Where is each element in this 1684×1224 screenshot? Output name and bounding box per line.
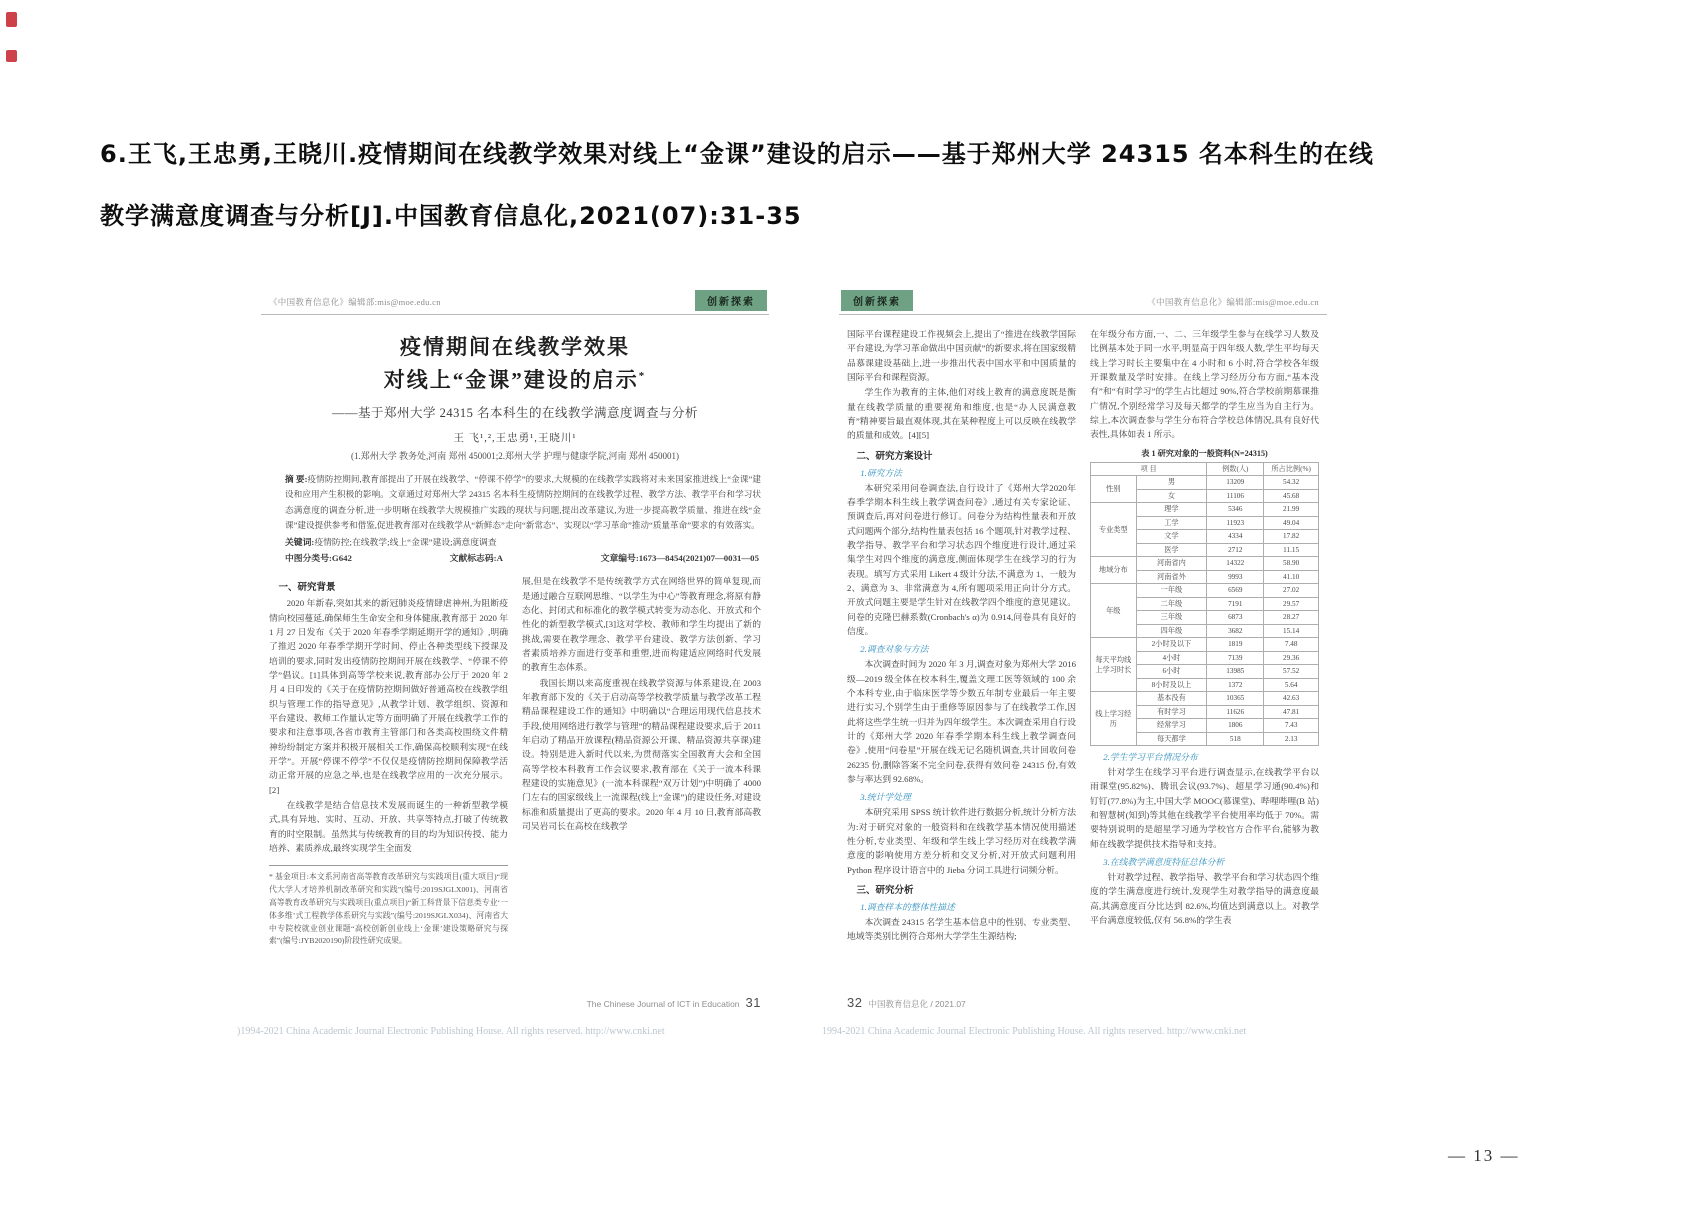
paragraph: 学生作为教育的主体,他们对线上教育的满意度既是衡量在线教学质量的重要视角和维度,也是“办人民满意教育”精神要旨最直观体现,其在某种程度上可以反映在线教学的质量和成效。[4][5] bbox=[847, 387, 1076, 441]
article-subtitle: ——基于郑州大学 24315 名本科生的在线教学满意度调查与分析 bbox=[331, 406, 698, 421]
table-cell: 一年级 bbox=[1136, 584, 1207, 598]
paragraph: 本研究采用问卷调查法,自行设计了《郑州大学2020年春季学期本科生线上教学调查问卷》,通过有关专家论证、预调查后,再对问卷进行修订。问卷分为结构性量表和开放式问题两个部分,结构性量表包括 16 个题项,针对教学过程、教学指导、教学平台和学习状态四个维度进行设计,通过采集学生对四个维度的满意度,侧面体现学生在线学习的行为表现。填写方式采用 Likert 4 级计分法,不满意为 1、一般为 2、满意为 3、非常满意为 4,所有题项采用正向计分方式。开放式问题主要是学生针对在线教学四个维度的意见建议。问卷的克隆巴赫系数(Cronbach's α)为 0.914,问卷具有良好的信度。 bbox=[847, 482, 1076, 636]
copyright-line-right: 1994-2021 China Academic Journal Electronic Publishing House. All rights reserved. http://www.cnki.net bbox=[822, 1026, 1247, 1037]
abstract-label: 摘 要: bbox=[285, 474, 308, 485]
copyright-line-left: )1994-2021 China Academic Journal Electronic Publishing House. All rights reserved. http://www.cnki.net bbox=[237, 1026, 665, 1037]
page-footer bbox=[587, 995, 761, 1010]
table-cell: 57.52 bbox=[1264, 665, 1319, 679]
table-cell: 45.68 bbox=[1264, 489, 1319, 503]
paragraph: 针对教学过程、教学指导、教学平台和学习状态四个维度的学生满意度进行统计,发现学生对教学指导的满意度最高,其满意度百分比达到 82.6%,均值达到满意以上。对教学平台满意度较低,仅有 56.8%的学生表 bbox=[1090, 872, 1319, 926]
table-category-cell: 年级 bbox=[1091, 584, 1137, 638]
table-cell: 每天都学 bbox=[1136, 732, 1207, 746]
subsection-heading: 3.在线教学满意度特征总体分析 bbox=[1103, 857, 1225, 868]
table-cell: 29.36 bbox=[1264, 651, 1319, 665]
abstract bbox=[285, 472, 761, 533]
sheet-page-number: — 13 — bbox=[1448, 1146, 1520, 1165]
red-registration-mark bbox=[6, 12, 17, 27]
journal-name-cn: 中国教育信息化 / 2021.07 bbox=[868, 999, 966, 1009]
clc-number: 中图分类号:G642 bbox=[285, 553, 352, 564]
column-2 bbox=[1090, 327, 1319, 944]
paragraph: 国际平台课程建设工作视频会上,提出了“推进在线教学国际平台建设,为学习革命做出中国贡献”的新要求,将在国家级精品慕课建设基础上,进一步推出代表中国水平和中国质量的国际平台和课程资源。 bbox=[847, 329, 1076, 382]
table-cell: 28.27 bbox=[1264, 611, 1319, 625]
table-cell: 27.02 bbox=[1264, 584, 1319, 598]
table-cell: 7.43 bbox=[1264, 719, 1319, 733]
section-badge: 创新探索 bbox=[695, 290, 767, 311]
table-cell: 10365 bbox=[1207, 692, 1264, 706]
table-cell: 518 bbox=[1207, 732, 1264, 746]
page-header bbox=[839, 268, 1327, 315]
table-row bbox=[1091, 503, 1319, 517]
table-cell: 理学 bbox=[1136, 503, 1207, 517]
section-heading: 二、研究方案设计 bbox=[856, 451, 933, 462]
table-cell: 河南省内 bbox=[1136, 557, 1207, 571]
table-cell: 男 bbox=[1136, 476, 1207, 490]
table-cell: 15.14 bbox=[1264, 624, 1319, 638]
column-1 bbox=[847, 327, 1076, 944]
journal-page-32 bbox=[833, 268, 1333, 1010]
paragraph: 针对学生在线学习平台进行调查显示,在线教学平台以雨课堂(95.82%)、腾讯会议(93.7%)、超星学习通(90.4%)和钉钉(77.8%)为主,中国大学 MOOC(慕课堂)、哔哩哔哩(B 站)和智慧树(知到)等其他在线教学平台使用率均低于 70%。需要特别说明的是超星学习通为学校官方合作平台,能够为教师在线教学提供技术指导和支持。 bbox=[1090, 767, 1319, 849]
paragraph: 本研究采用 SPSS 统计软件进行数据分析,统计分析方法为:对于研究对象的一般资料和在线教学基本情况使用描述性分析,专业类型、年级和学生线上学习经历对在线教学满意度的影响使用方差分析和交叉分析,对开放式问题利用 Python 程序设计语言中的 Jieba 分词工具进行词频分析。 bbox=[847, 807, 1076, 875]
table-cell: 文学 bbox=[1136, 530, 1207, 544]
table-header-row bbox=[1091, 462, 1319, 476]
table-cell: 2小时及以下 bbox=[1136, 638, 1207, 652]
column-1 bbox=[269, 574, 508, 948]
paragraph: 我国长期以来高度重视在线教学资源与体系建设,在 2003 年教育部下发的《关于启动高等学校教学质量与教学改革工程精品课程建设工作的通知》中明确以“合理运用现代信息技术手段,使用网络进行教学与管理”的精品课程建设要求,后于 2011 年启动了精品开放课程(精品资源公开课、精品资源共享课)建设。特别是进入新时代以来,为贯彻落实全国教育大会和全国高等学校本科教育工作会议要求,教育部在《关于一流本科课程建设的实施意见》(一流本科课程“双万计划”)中明确了 4000 门左右的国家级线上一流课程(线上“金课”)的建设任务,对建设标准和质量提出了更高的要求。2020 年 4 月 10 日,教育部高教司吴岩司长在高校在线教学 bbox=[522, 677, 761, 831]
article-head bbox=[255, 331, 775, 462]
table-cell: 二年级 bbox=[1136, 597, 1207, 611]
table-caption: 表 1 研究对象的一般资料(N=24315) bbox=[1141, 448, 1268, 458]
table-cell: 医学 bbox=[1136, 543, 1207, 557]
table-cell: 47.81 bbox=[1264, 705, 1319, 719]
table-row bbox=[1091, 584, 1319, 598]
table-cell: 49.04 bbox=[1264, 516, 1319, 530]
subsection-heading: 3.统计学处理 bbox=[860, 792, 911, 803]
table-header-cell: 项 目 bbox=[1091, 462, 1207, 476]
table-cell: 17.82 bbox=[1264, 530, 1319, 544]
page-footer bbox=[847, 995, 966, 1010]
table-cell: 11626 bbox=[1207, 705, 1264, 719]
sample-characteristics-table bbox=[1090, 462, 1319, 747]
citation-line-2: 教学满意度调查与分析[J].中国教育信息化,2021(07):31-35 bbox=[100, 202, 802, 230]
table-header-cell: 所占比例(%) bbox=[1264, 462, 1319, 476]
page-number: 31 bbox=[745, 995, 761, 1010]
table-cell: 四年级 bbox=[1136, 624, 1207, 638]
table-cell: 6小时 bbox=[1136, 665, 1207, 679]
abstract-text: 疫情防控期间,教育部提出了开展在线教学、“停课不停学”的要求,大规模的在线教学实践将对未来国家推进线上“金课”建设和应用产生积极的影响。文章通过对郑州大学 24315 名本科生疫情防控期间的在线教学过程、教学方法、教学平台和学习状态满意度的调查分析,进一步明晰在线教学大规模推广实践的现状与问题,提出改革建议,为进一步提高教学质量、推进在线“金课”建设提供参考和借鉴,促进教育部对在线教学从“新鲜态”走向“新常态”、实现以“学习革命”推动“质量革命”要求的有效落实。 bbox=[285, 474, 761, 530]
table-cell: 3682 bbox=[1207, 624, 1264, 638]
table-cell: 9993 bbox=[1207, 570, 1264, 584]
reference-citation bbox=[100, 142, 1374, 228]
table-cell: 8小时及以上 bbox=[1136, 678, 1207, 692]
table-cell: 1819 bbox=[1207, 638, 1264, 652]
journal-page-31 bbox=[255, 268, 775, 1010]
table-category-cell: 线上学习经历 bbox=[1091, 692, 1137, 746]
table-category-cell: 专业类型 bbox=[1091, 503, 1137, 557]
keywords-text: 疫情防控;在线教学;线上“金课”建设;满意度调查 bbox=[314, 537, 497, 548]
table-cell: 1372 bbox=[1207, 678, 1264, 692]
table-cell: 6569 bbox=[1207, 584, 1264, 598]
table-cell: 41.10 bbox=[1264, 570, 1319, 584]
page-number: 32 bbox=[847, 995, 863, 1010]
table-cell: 经常学习 bbox=[1136, 719, 1207, 733]
table-cell: 13209 bbox=[1207, 476, 1264, 490]
masthead-text: 《中国教育信息化》编辑部:mis@moe.edu.cn bbox=[269, 297, 441, 307]
paragraph: 展,但是在线教学不是传统教学方式在网络世界的简单复现,而是通过融合互联网思维、“以学生为中心”等教育理念,将原有静态化、封闭式和标准化的教学模式转变为动态化、开放式和个性化的新型教学模式,[3]这对学校、教师和学生均提出了新的挑战,需要在教学理念、教学平台建设、教学方法创新、学习者素质培养方面进行变革和重塑,进而构建适应网络时代发展的教育生态体系。 bbox=[522, 576, 761, 673]
citation-line-1: 6.王飞,王忠勇,王晓川.疫情期间在线教学效果对线上“金课”建设的启示——基于郑州大学 24315 名本科生的在线 bbox=[100, 140, 1374, 168]
table-category-cell: 每天平均线上学习时长 bbox=[1091, 638, 1137, 692]
article-title bbox=[269, 331, 761, 396]
table-cell: 11.15 bbox=[1264, 543, 1319, 557]
table-cell: 58.90 bbox=[1264, 557, 1319, 571]
table-cell: 54.32 bbox=[1264, 476, 1319, 490]
table-cell: 工学 bbox=[1136, 516, 1207, 530]
title-footnote-star: * bbox=[638, 369, 647, 382]
subsection-heading: 2.学生学习平台情况分布 bbox=[1103, 752, 1198, 763]
table-category-cell: 地域分布 bbox=[1091, 557, 1137, 584]
table-category-cell: 性别 bbox=[1091, 476, 1137, 503]
table-cell: 7.48 bbox=[1264, 638, 1319, 652]
article-title-line-2: 对线上“金课”建设的启示* bbox=[383, 367, 647, 392]
table-cell: 三年级 bbox=[1136, 611, 1207, 625]
funding-footnote: * 基金项目:本文系河南省高等教育改革研究与实践项目(重大项目)“现代大学人才培养机制改革研究和实践”(编号:2019SJGLX001)、河南省高等教育改革研究与实践项目(重点项目)“新工科背景下信息类专业‘一体多维’式工程教学体系研究与实践”(编号:2019SJGLX034)、河南省大中专院校就业创业课题“高校创新创业线上‘金课’建设策略研究与探索”(编号:JYB2020190)阶段性研究成果。 bbox=[269, 865, 508, 948]
article-title-line-1: 疫情期间在线教学效果 bbox=[400, 335, 630, 359]
article-authors: 王 飞¹,²,王忠勇¹,王晓川¹ bbox=[453, 433, 577, 445]
keywords-label: 关键词: bbox=[285, 537, 315, 548]
keywords bbox=[285, 535, 761, 548]
journal-name-en: The Chinese Journal of ICT in Education bbox=[586, 999, 740, 1009]
section-badge: 创新探索 bbox=[841, 290, 913, 311]
table-cell: 女 bbox=[1136, 489, 1207, 503]
subsection-heading: 2.调查对象与方法 bbox=[860, 644, 929, 655]
table-cell: 11923 bbox=[1207, 516, 1264, 530]
table-cell: 河南省外 bbox=[1136, 570, 1207, 584]
document-code: 文献标志码:A bbox=[449, 553, 503, 564]
table-cell: 29.57 bbox=[1264, 597, 1319, 611]
table-cell: 11106 bbox=[1207, 489, 1264, 503]
table-cell: 7139 bbox=[1207, 651, 1264, 665]
red-registration-mark bbox=[6, 50, 17, 62]
table-cell: 有时学习 bbox=[1136, 705, 1207, 719]
column-2 bbox=[522, 574, 761, 948]
subsection-heading: 1.调查样本的整体性描述 bbox=[860, 901, 955, 912]
body-columns bbox=[833, 327, 1333, 944]
table-cell: 5346 bbox=[1207, 503, 1264, 517]
table-cell: 14322 bbox=[1207, 557, 1264, 571]
paragraph: 在线教学是结合信息技术发展而诞生的一种新型教学模式,具有异地、实时、互动、开放、共享等特点,打破了传统教育的时空限制。虽然其与传统教育的目的均为知识传授、能力培养、素质养成,最终实现学生全面发 bbox=[269, 799, 508, 853]
table-cell: 21.99 bbox=[1264, 503, 1319, 517]
page-header bbox=[261, 268, 769, 315]
paragraph: 2020 年新春,突如其来的新冠肺炎疫情肆虐神州,为阻断疫情向校园蔓延,确保师生生命安全和身体健康,教育部于 2020 年 1 月 27 日发布《关于 2020 年春季学期延期开学的通知》,明确了推迟 2020 年春季学期开学时间、停止各种类型线下授课及培训的要求,同时发出疫情防控期间开展在线教学、“停课不停学”倡议。[1]具体到高等学校来说,教育部办公厅于 2020 年 2 月 4 日印发的《关于在疫情防控期间做好普通高校在线教学组织与管理工作的指导意见》,从教学计划、教学组织、资源和平台建设、教师工作量认定等方面明确了开展在线教学工作的要求和注意事项,各省市教育主管部门和各类高校围绕文件精神纷纷制定方案并积极开展相关工作,确保高校顺利实现“在线开学”。开展“停课不停学”不仅仅是疫情防控期间保障教学活动正常开展的应急之举,也是在线教学应用的一次充分展示。[2] bbox=[269, 598, 508, 795]
table-cell: 2.13 bbox=[1264, 732, 1319, 746]
article-number: 文章编号:1673—8454(2021)07—0031—05 bbox=[600, 553, 759, 564]
table-cell: 42.63 bbox=[1264, 692, 1319, 706]
masthead-text: 《中国教育信息化》编辑部:mis@moe.edu.cn bbox=[1147, 297, 1319, 307]
table-row bbox=[1091, 692, 1319, 706]
table-header-cell: 例数(人) bbox=[1207, 462, 1264, 476]
paragraph: 本次调查 24315 名学生基本信息中的性别、专业类型、地域等类别比例符合郑州大学学生生源结构; bbox=[847, 916, 1076, 942]
table-row bbox=[1091, 638, 1319, 652]
table-cell: 1806 bbox=[1207, 719, 1264, 733]
table-row bbox=[1091, 476, 1319, 490]
section-heading: 一、研究背景 bbox=[278, 583, 336, 594]
paragraph: 本次调查时间为 2020 年 3 月,调查对象为郑州大学 2016 级—2019 级全体在校本科生,覆盖文理工医等领域的 100 余个本科专业,由于临床医学等少数五年制专业最后一年主要进行实习,个别学生由于重修等原因参与了在线教学工作,因此将这些学生统一归并为四年级学生。本次调查采用自行设计的《郑州大学 2020 年春季学期本科生线上教学调查问卷》,使用“问卷星”开展在线无记名随机调查,共计回收问卷 26235 份,删除答案不完全问卷,获得有效问卷 24315 份,有效参与率达到 92.68%。 bbox=[847, 659, 1076, 784]
article-affiliation: (1.郑州大学 教务处,河南 郑州 450001;2.郑州大学 护理与健康学院,河南 郑州 450001) bbox=[351, 451, 679, 462]
section-heading: 三、研究分析 bbox=[856, 885, 914, 896]
table-cell: 2712 bbox=[1207, 543, 1264, 557]
body-columns bbox=[255, 574, 775, 948]
table-row bbox=[1091, 557, 1319, 571]
table-cell: 4小时 bbox=[1136, 651, 1207, 665]
table-cell: 4334 bbox=[1207, 530, 1264, 544]
table-cell: 6873 bbox=[1207, 611, 1264, 625]
table-cell: 5.64 bbox=[1264, 678, 1319, 692]
table-cell: 13985 bbox=[1207, 665, 1264, 679]
paragraph: 在年级分布方面,一、二、三年级学生参与在线学习人数及比例基本处于同一水平,明显高于四年级人数,学生平均每天线上学习时长主要集中在 4 小时和 6 小时,符合学校各年级开课数量及学时安排。在线上学习经历分布方面,“基本没有”和“有时学习”的学生占比超过 90%,符合学校前期慕课推广情况,个别经常学习及每天都学的学生应当为自主行为。综上,本次调查参与学生分布符合学校总体情况,具有良好代表性,具体如表 1 所示。 bbox=[1090, 329, 1319, 440]
subsection-heading: 1.研究方法 bbox=[860, 467, 902, 478]
table-cell: 7191 bbox=[1207, 597, 1264, 611]
table-cell: 基本没有 bbox=[1136, 692, 1207, 706]
classification-line bbox=[285, 551, 759, 564]
